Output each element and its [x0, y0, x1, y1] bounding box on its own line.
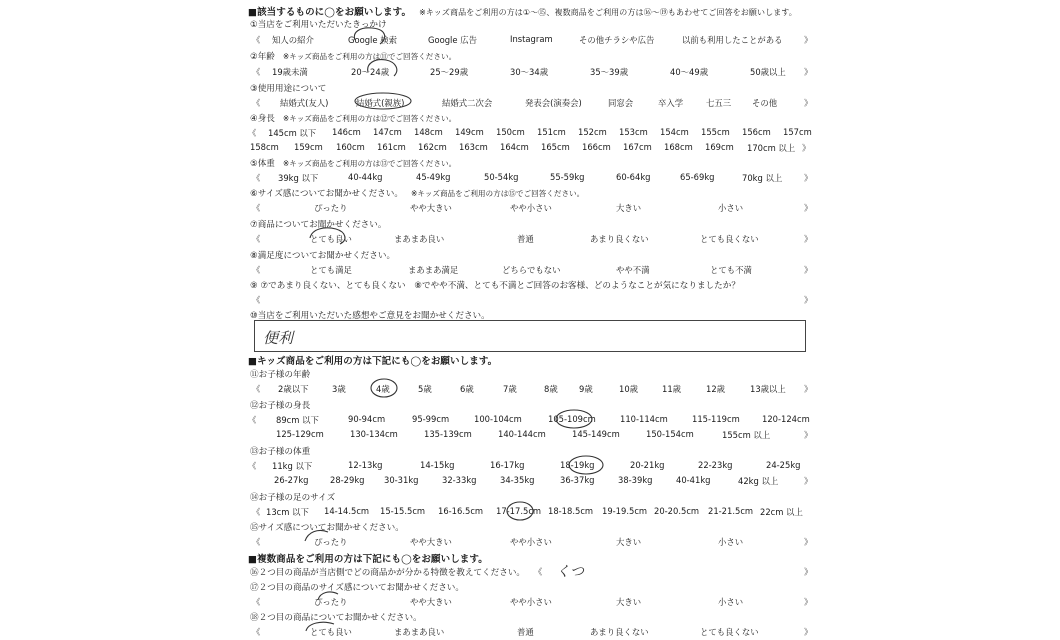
option[interactable]: Google 広告 — [428, 35, 477, 45]
option[interactable]: 19-19.5cm — [602, 506, 648, 516]
section-header-note: ※キッズ商品をご利用の方は①〜⑮、複数商品をご利用の方は⑯〜⑲もあわせてご回答をお願いします。 — [419, 8, 797, 17]
comment-box[interactable] — [254, 320, 806, 352]
question-1-options: 《 知人の紹介 Google 検索 Google 広告 Instagram その他チラシや広告 以前も利用したことがある 》 — [252, 34, 813, 45]
option[interactable]: 55-59kg — [550, 172, 585, 182]
option[interactable]: 170cm 以上 — [747, 143, 796, 153]
option[interactable]: やや大きい — [410, 537, 452, 547]
option[interactable]: 20-20.5cm — [654, 506, 700, 516]
question-2-options: 《 19歳未満 20〜24歳 25〜29歳 30〜34歳 35〜39歳 40〜49歳 50歳以上 》 — [252, 67, 813, 77]
option[interactable]: 26-27kg — [274, 475, 309, 485]
option[interactable]: 40〜49歳 — [670, 67, 709, 77]
option[interactable]: 25〜29歳 — [430, 67, 469, 77]
option[interactable]: 150cm — [496, 127, 525, 137]
question-1-title: ①当店をご利用いただいたきっかけ — [250, 20, 387, 30]
option[interactable]: 160cm — [336, 142, 365, 152]
question-9-answer[interactable]: 《 》 — [252, 295, 813, 305]
question-5-options: 《 39kg 以下 40-44kg 45-49kg 50-54kg 55-59kg 60-64kg 65-69kg 70kg 以上 》 — [252, 172, 813, 183]
option[interactable]: 21-21.5cm — [708, 506, 754, 516]
option[interactable]: 100-104cm — [474, 414, 522, 424]
option[interactable]: ぴったり — [314, 597, 348, 607]
option[interactable]: 11歳 — [662, 384, 682, 394]
option[interactable]: 147cm — [373, 127, 402, 137]
question-17-options: 《 ぴったり やや大きい やや小さい 大きい 小さい 》 — [252, 597, 813, 607]
option[interactable]: 157cm — [783, 127, 812, 137]
option[interactable]: 7歳 — [503, 384, 517, 394]
question-6-options: 《 ぴったり やや大きい やや小さい 大きい 小さい 》 — [252, 203, 813, 213]
option[interactable]: 発表会(演奏会) — [525, 98, 582, 108]
option[interactable]: 大きい — [616, 597, 642, 607]
option[interactable]: その他チラシや広告 — [579, 35, 655, 45]
option[interactable]: とても不満 — [710, 265, 752, 275]
option[interactable]: 七五三 — [706, 98, 732, 108]
question-12-options-row2: 125-129cm 130-134cm 135-139cm 140-144cm 145-149cm 150-154cm 155cm 以上 》 — [276, 429, 813, 440]
question-13-options-row1: 《 11kg 以下 12-13kg 14-15kg 16-17kg 18-19kg 20-21kg 22-23kg 24-25kg — [248, 460, 801, 471]
option[interactable]: 普通 — [517, 234, 534, 244]
option[interactable]: 30〜34歳 — [510, 67, 549, 77]
option[interactable]: 163cm — [459, 142, 488, 152]
option[interactable]: 167cm — [623, 142, 652, 152]
option[interactable]: 90-94cm — [348, 414, 386, 424]
questionnaire-sheet: ■該当するものに◯をお願いします。 ※キッズ商品をご利用の方は①〜⑮、複数商品をご利用の方は⑯〜⑲もあわせてご回答をお願いします。 ①当店をご利用いただいたきっかけ 《 知人の紹介 Google 検索 Google 広告 Instagram その他チラシや広告 以前も利用したことがある 》 ②年齢 ※キッズ商品をご利用の方は⑪でご回答ください。 《 19歳未満 20〜24歳 25〜29歳 30〜34歳 35〜39歳 40〜49歳 50歳以上 》 ③使用用途について 《 結婚式(友人) 結婚式(親族) 結婚式二次会 発表会(演奏会) 同窓会 卒入学 七五三 その他 》 ④身長 ※キッズ商品をご利用の方は⑫でご回答ください。 《 145cm 以下 146cm 147cm 148cm 149cm 150cm 151cm 152cm 153cm 154cm 155cm 156cm 157cm 158cm 159cm 160cm 161cm 162cm 163cm 164cm 165cm 166cm 167cm 168cm 169cm 170cm 以上 》 ⑤体重 ※キッズ商品をご利用の方は⑬でご回答ください。 《 39kg 以下 40-44kg 45-49kg 50-54kg 55-59kg 60-64kg 65-69kg 70kg 以上 》 ⑥サイズ感についてお聞かせください。 ※キッズ商品をご利用の方は⑮でご回答ください。 《 ぴったり やや大きい やや小さい 大きい 小さい 》 ⑦商品についてお聞かせください。 《 とても良い まあまあ良い 普通 あまり良くない とても良くない 》 ⑧満足度についてお聞かせください。 《 とても満足 まあまあ満足 どちらでもない やや不満 とても不満 》 ⑨ ⑦であまり良くない、とても良くない ⑧でやや不満、とても不満とご回答のお客様、どのようなことが気になりましたか？ 《 》 ⑩当店をご利用いただいた感想やご意見をお聞かせください。 便利 ■キッズ商品をご利用の方は下記にも◯をお願いします。 ⑪お子様の年齢 《 2歳以下 3歳 4歳 5歳 6歳 7歳 8歳 9歳 10歳 11歳 12歳 13歳以上 》 ⑫お子様の身長 《 89cm 以下 90-94cm 95-99cm 100-104cm 105-109cm 110-114cm 115-119cm 120-124cm 125-129cm 130-134cm 135-139cm 140-144cm 145-149cm 150-154cm 155cm 以上 》 ⑬お子様の体重 《 11kg 以下 12-13kg 14-15kg 16-17kg 18-19kg 20-21kg 22-23kg 24-25kg 26-27kg 28-29kg 30-31kg 32-33kg 34-35kg 36-37kg 38-39kg 40-41kg 42kg 以上 》 ⑭お子様の足のサイズ 《 13cm 以下 14-14.5cm 15-15.5cm 16-16.5cm 17-17.5cm 18-18.5cm 19-19.5cm 20-20.5cm 21-21.5cm 22cm 以上 ⑮サイズ感についてお聞かせください。 《 ぴったり やや大きい やや小さい 大きい 小さい 》 ■複数商品をご利用の方は下記にも◯をお願いします。 ⑯２つ目の商品が当店側でどの商品かが分かる特徴を教えてください。 《 くつ 》 ⑰２つ目の商品のサイズ感についてお聞かせください。 《 ぴったり やや大きい やや小さい 大きい 小さい 》 ⑱２つ目の商品についてお聞かせください。 《 とても良い まあまあ良い 普通 あまり良くない とても良くない 》 — [0, 0, 1060, 640]
question-7-title: ⑦商品についてお聞かせください。 — [250, 220, 387, 230]
question-10-title: ⑩当店をご利用いただいた感想やご意見をお聞かせください。 — [250, 311, 490, 321]
option[interactable]: 164cm — [500, 142, 529, 152]
option[interactable]: 42kg 以上 — [738, 476, 779, 486]
option[interactable]: 39kg 以下 — [278, 173, 319, 183]
option[interactable]: 110-114cm — [620, 414, 668, 424]
option[interactable]: 50-54kg — [484, 172, 519, 182]
option[interactable]: ぴったり — [314, 537, 348, 547]
option[interactable]: 6歳 — [460, 384, 474, 394]
option[interactable]: まあまあ良い — [394, 234, 445, 244]
option[interactable]: Instagram — [510, 34, 553, 44]
option[interactable]: 35〜39歳 — [590, 67, 629, 77]
option[interactable]: 145cm 以下 — [268, 128, 317, 138]
option[interactable]: 32-33kg — [442, 475, 477, 485]
question-13-options-row2: 26-27kg 28-29kg 30-31kg 32-33kg 34-35kg 36-37kg 38-39kg 40-41kg 42kg 以上 》 — [274, 475, 813, 486]
option[interactable]: 卒入学 — [658, 98, 684, 108]
option[interactable]: 115-119cm — [692, 414, 740, 424]
question-4-options-row2: 158cm 159cm 160cm 161cm 162cm 163cm 164cm 165cm 166cm 167cm 168cm 169cm 170cm 以上 》 — [250, 142, 811, 153]
option[interactable]: 135-139cm — [424, 429, 472, 439]
option[interactable]: とても良い — [310, 627, 352, 637]
option[interactable]: 10歳 — [619, 384, 639, 394]
option[interactable]: 知人の紹介 — [272, 35, 314, 45]
option[interactable]: 20〜24歳 — [351, 67, 390, 77]
option[interactable]: 結婚式(友人) — [280, 98, 329, 108]
option[interactable]: とても良い — [310, 234, 352, 244]
option[interactable]: 18-18.5cm — [548, 506, 594, 516]
option[interactable]: 11kg 以下 — [272, 461, 313, 471]
option[interactable]: まあまあ良い — [394, 627, 445, 637]
option[interactable]: 大きい — [616, 537, 642, 547]
option[interactable]: 125-129cm — [276, 429, 324, 439]
option[interactable]: 150-154cm — [646, 429, 694, 439]
question-13-title: ⑬お子様の体重 — [250, 447, 311, 457]
option[interactable]: 12歳 — [706, 384, 726, 394]
question-14-title: ⑭お子様の足のサイズ — [250, 493, 336, 503]
option[interactable]: 152cm — [578, 127, 607, 137]
option[interactable]: 小さい — [718, 537, 744, 547]
option[interactable]: 12-13kg — [348, 460, 383, 470]
option[interactable]: 22cm 以上 — [760, 507, 803, 517]
option[interactable]: やや小さい — [510, 203, 552, 213]
option[interactable]: 95-99cm — [412, 414, 450, 424]
option[interactable]: ぴったり — [314, 203, 348, 213]
question-15-title: ⑮サイズ感についてお聞かせください。 — [250, 523, 404, 533]
question-4-options-row1: 《 145cm 以下 146cm 147cm 148cm 149cm 150cm 151cm 152cm 153cm 154cm 155cm 156cm 157cm — [248, 127, 812, 138]
handwritten-comment: 便利 — [263, 329, 294, 347]
option[interactable]: 168cm — [664, 142, 693, 152]
option[interactable]: 15-15.5cm — [380, 506, 426, 516]
option[interactable]: とても満足 — [310, 265, 352, 275]
option[interactable]: 65-69kg — [680, 172, 715, 182]
option[interactable]: 小さい — [718, 597, 744, 607]
option[interactable]: 13歳以上 — [750, 384, 786, 394]
option[interactable]: 38-39kg — [618, 475, 653, 485]
option[interactable]: Google 検索 — [348, 35, 397, 45]
option[interactable]: 28-29kg — [330, 475, 365, 485]
option[interactable]: その他 — [752, 98, 778, 108]
option[interactable]: 165cm — [541, 142, 570, 152]
question-8-title: ⑧満足度についてお聞かせください。 — [250, 251, 396, 261]
option[interactable]: 18-19kg — [560, 460, 595, 470]
question-7-options: 《 とても良い まあまあ良い 普通 あまり良くない とても良くない 》 — [252, 234, 813, 244]
question-4-title: ④身長 ※キッズ商品をご利用の方は⑫でご回答ください。 — [250, 114, 457, 124]
option[interactable]: やや大きい — [410, 597, 452, 607]
option[interactable]: 22-23kg — [698, 460, 733, 470]
question-9-title: ⑨ ⑦であまり良くない、とても良くない ⑧でやや不満、とても不満とご回答のお客様、どのようなことが気になりましたか？ — [250, 281, 740, 291]
question-12-options-row1: 《 89cm 以下 90-94cm 95-99cm 100-104cm 105-109cm 110-114cm 115-119cm 120-124cm — [248, 414, 810, 425]
option[interactable]: 166cm — [582, 142, 611, 152]
option[interactable]: 161cm — [377, 142, 406, 152]
option[interactable]: 8歳 — [544, 384, 558, 394]
question-6-title: ⑥サイズ感についてお聞かせください。 ※キッズ商品をご利用の方は⑮でご回答ください。 — [250, 189, 585, 199]
option[interactable]: 16-16.5cm — [438, 506, 484, 516]
option[interactable]: 34-35kg — [500, 475, 535, 485]
option[interactable]: 146cm — [332, 127, 361, 137]
option[interactable]: 結婚式二次会 — [442, 98, 493, 108]
option[interactable]: 45-49kg — [416, 172, 451, 182]
option[interactable]: 4歳 — [376, 384, 390, 394]
question-11-options: 《 2歳以下 3歳 4歳 5歳 6歳 7歳 8歳 9歳 10歳 11歳 12歳 13歳以上 》 — [252, 384, 813, 394]
question-18-options: 《 とても良い まあまあ良い 普通 あまり良くない とても良くない 》 — [252, 627, 813, 637]
option[interactable]: 151cm — [537, 127, 566, 137]
option[interactable]: 40-41kg — [676, 475, 711, 485]
option[interactable]: 153cm — [619, 127, 648, 137]
option[interactable]: まあまあ満足 — [408, 265, 459, 275]
option[interactable]: どちらでもない — [502, 265, 561, 275]
option[interactable]: 40-44kg — [348, 172, 383, 182]
option[interactable]: やや不満 — [616, 265, 650, 275]
option[interactable]: 19歳未満 — [272, 67, 308, 77]
option[interactable]: 130-134cm — [350, 429, 398, 439]
option[interactable]: 2歳以下 — [278, 384, 309, 394]
option[interactable]: 140-144cm — [498, 429, 546, 439]
question-17-title: ⑰２つ目の商品のサイズ感についてお聞かせください。 — [250, 583, 464, 593]
option[interactable]: 120-124cm — [762, 414, 810, 424]
option[interactable]: 149cm — [455, 127, 484, 137]
option[interactable]: 156cm — [742, 127, 771, 137]
option[interactable]: 50歳以上 — [750, 67, 786, 77]
option[interactable]: 13cm 以下 — [266, 507, 309, 517]
option[interactable]: とても良くない — [700, 627, 759, 637]
question-5-title: ⑤体重 ※キッズ商品をご利用の方は⑬でご回答ください。 — [250, 159, 457, 169]
option[interactable]: 145-149cm — [572, 429, 620, 439]
option[interactable]: 154cm — [660, 127, 689, 137]
question-3-options: 《 結婚式(友人) 結婚式(親族) 結婚式二次会 発表会(演奏会) 同窓会 卒入学 七五三 その他 》 — [252, 98, 813, 108]
section-header-kids: ■キッズ商品をご利用の方は下記にも◯をお願いします。 — [248, 356, 498, 367]
option[interactable]: 小さい — [718, 203, 744, 213]
option[interactable]: あまり良くない — [590, 627, 649, 637]
option[interactable]: とても良くない — [700, 234, 759, 244]
option[interactable]: 大きい — [616, 203, 642, 213]
option[interactable]: 148cm — [414, 127, 443, 137]
option[interactable]: 30-31kg — [384, 475, 419, 485]
question-8-options: 《 とても満足 まあまあ満足 どちらでもない やや不満 とても不満 》 — [252, 265, 813, 275]
option[interactable]: 5歳 — [418, 384, 432, 394]
option[interactable]: やや大きい — [410, 203, 452, 213]
option[interactable]: 9歳 — [579, 384, 593, 394]
option[interactable]: 155cm — [701, 127, 730, 137]
question-11-title: ⑪お子様の年齢 — [250, 370, 311, 380]
question-15-options: 《 ぴったり やや大きい やや小さい 大きい 小さい 》 — [252, 537, 813, 547]
option[interactable]: やや小さい — [510, 597, 552, 607]
option[interactable]: 普通 — [517, 627, 534, 637]
option[interactable]: 14-14.5cm — [324, 506, 370, 516]
option[interactable]: 159cm — [294, 142, 323, 152]
option[interactable]: あまり良くない — [590, 234, 649, 244]
option[interactable]: 14-15kg — [420, 460, 455, 470]
question-16-title: ⑯２つ目の商品が当店側でどの商品かが分かる特徴を教えてください。 《 — [250, 568, 543, 578]
option[interactable]: 70kg 以上 — [742, 173, 783, 183]
question-18-title: ⑱２つ目の商品についてお聞かせください。 — [250, 613, 422, 623]
option[interactable]: 155cm 以上 — [722, 430, 771, 440]
option[interactable]: 89cm 以下 — [276, 415, 319, 425]
option[interactable]: 20-21kg — [630, 460, 665, 470]
handwritten-item-feature: くつ — [556, 564, 584, 580]
option[interactable]: 36-37kg — [560, 475, 595, 485]
option[interactable]: 17-17.5cm — [496, 506, 542, 516]
section-header-main: ■該当するものに◯をお願いします。 ※キッズ商品をご利用の方は①〜⑮、複数商品をご利用の方は⑯〜⑲もあわせてご回答をお願いします。 — [248, 7, 797, 18]
option[interactable]: 158cm — [250, 142, 279, 152]
option[interactable]: 105-109cm — [548, 414, 596, 424]
question-2-title: ②年齢 ※キッズ商品をご利用の方は⑪でご回答ください。 — [250, 52, 457, 62]
option[interactable]: 169cm — [705, 142, 734, 152]
question-3-title: ③使用用途について — [250, 84, 327, 94]
option[interactable]: やや小さい — [510, 537, 552, 547]
question-12-title: ⑫お子様の身長 — [250, 401, 311, 411]
question-14-options: 《 13cm 以下 14-14.5cm 15-15.5cm 16-16.5cm 17-17.5cm 18-18.5cm 19-19.5cm 20-20.5cm 21-21.5cm 22cm 以上 — [252, 506, 803, 517]
option[interactable]: 16-17kg — [490, 460, 525, 470]
option[interactable]: 同窓会 — [608, 98, 634, 108]
option[interactable]: 24-25kg — [766, 460, 801, 470]
option[interactable]: 3歳 — [332, 384, 346, 394]
option[interactable]: 結婚式(親族) — [356, 98, 405, 108]
option[interactable]: 162cm — [418, 142, 447, 152]
option[interactable]: 60-64kg — [616, 172, 651, 182]
section-header-multiple: ■複数商品をご利用の方は下記にも◯をお願いします。 — [248, 554, 488, 565]
option[interactable]: 以前も利用したことがある — [682, 35, 783, 45]
